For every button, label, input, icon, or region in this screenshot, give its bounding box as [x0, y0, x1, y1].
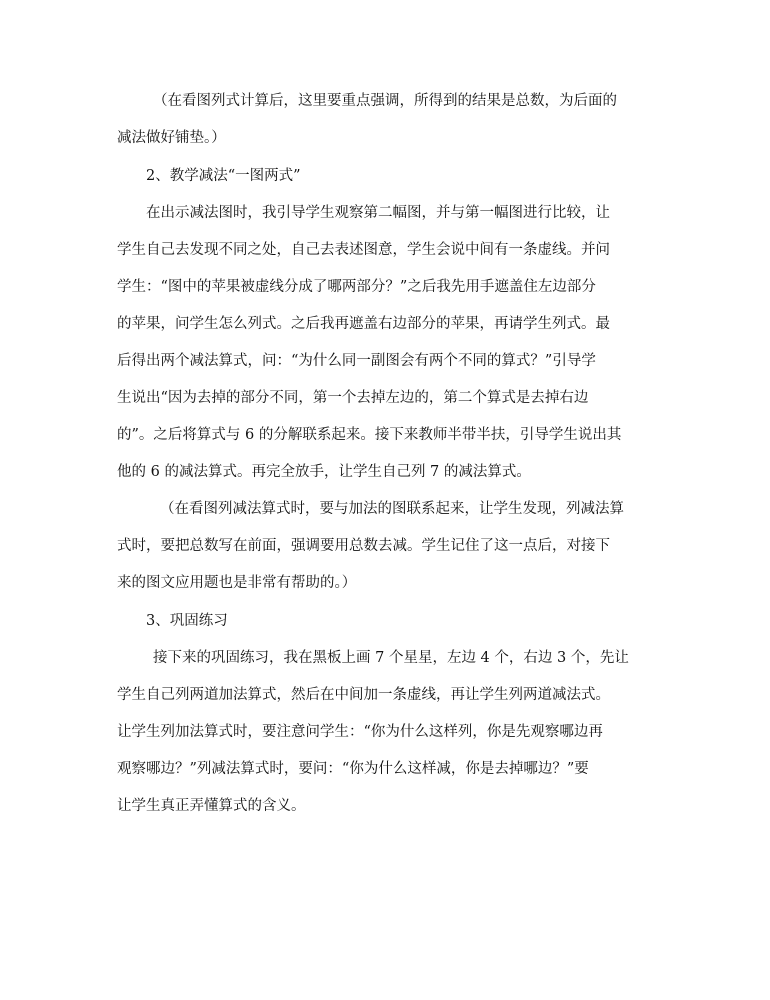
text-line: 学生自己列两道加法算式，然后在中间加一条虚线，再让学生列两道减法式。: [117, 687, 610, 703]
text-line: 接下来的巩固练习，我在黑板上画 7 个星星，左边 4 个，右边 3 个，先让: [153, 650, 629, 666]
text-line: （在看图列减法算式时，要与加法的图联系起来，让学生发现，列减法算: [160, 501, 624, 517]
section-heading-practice: 3、巩固练习: [146, 613, 228, 629]
text-line: 学生自己去发现不同之处，自己去表述图意，学生会说中间有一条虚线。并问: [117, 242, 610, 258]
text-line: 减法做好铺垫。）: [117, 130, 226, 146]
text-line: 来的图文应用题也是非常有帮助的。）: [117, 575, 357, 591]
text-line: 后得出两个减法算式，问：“为什么同一副图会有两个不同的算式？”引导学: [117, 353, 596, 369]
text-line: 式时，要把总数写在前面，强调要用总数去减。学生记住了这一点后，对接下: [117, 538, 610, 554]
text-line: 的”。之后将算式与 6 的分解联系起来。接下来教师半带半扶，引导学生说出其: [117, 427, 622, 443]
section-heading-subtraction: 2、教学减法“一图两式”: [146, 168, 301, 184]
text-line: 在出示减法图时，我引导学生观察第二幅图，并与第一幅图进行比较，让: [146, 205, 610, 221]
text-line: 让学生列加法算式时，要注意问学生：“你为什么这样列，你是先观察哪边再: [117, 724, 603, 740]
text-line: 学生：“图中的苹果被虚线分成了哪两部分？”之后我先用手遮盖住左边部分: [117, 279, 596, 295]
text-line: 的苹果，问学生怎么列式。之后我再遮盖右边部分的苹果，再请学生列式。最: [117, 316, 610, 332]
text-line: 让学生真正弄懂算式的含义。: [117, 798, 306, 814]
text-line: 他的 6 的减法算式。再完全放手，让学生自己列 7 的减法算式。: [117, 464, 531, 480]
text-line: 观察哪边？”列减法算式时，要问：“你为什么这样减，你是去掉哪边？”要: [117, 761, 589, 777]
text-line: （在看图列式计算后，这里要重点强调，所得到的结果是总数，为后面的: [153, 93, 617, 109]
text-line: 生说出“因为去掉的部分不同，第一个去掉左边的，第二个算式是去掉右边: [117, 390, 589, 406]
